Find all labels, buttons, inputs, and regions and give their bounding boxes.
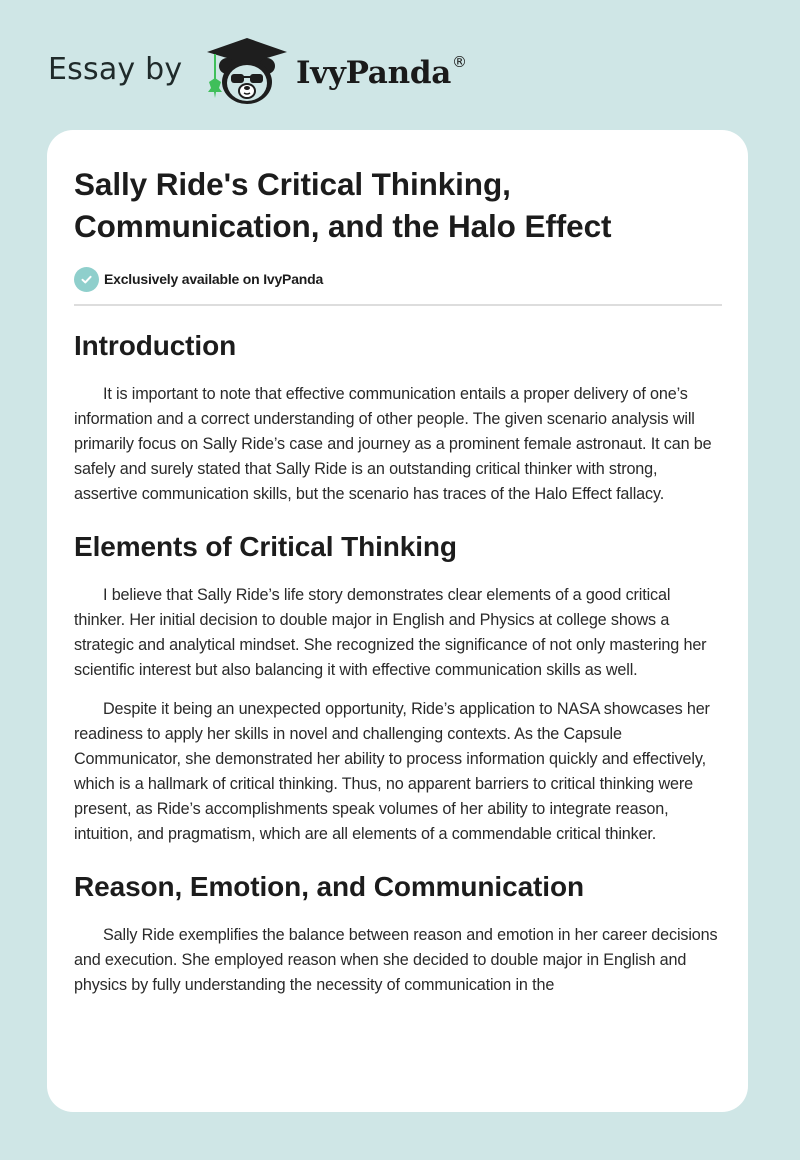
panda-graduate-icon[interactable] (203, 36, 291, 108)
paragraph: Despite it being an unexpected opportunity, Ride’s application to NASA showcases her readiness to apply her skills in novel and challenging contexts. As the Capsule Communicator, she demonstrated her ability to process information quickly and effectively, which is a hallmark of critical thinking. Thus, no apparent barriers to critical thinking were present, as Ride’s accomplishments speak volumes of her ability to integrate reason, intuition, and pragmatism, which are all elements of a commendable critical thinker. (74, 700, 710, 843)
paragraph: I believe that Sally Ride’s life story demonstrates clear elements of a good critical thinker. Her initial decision to double major in English and Physics at college shows a strategic and analytical mindset. She recognized the significance of not only mastering her scientific interest but also balancing it with effective communication skills as well. (74, 586, 707, 679)
registered-mark: ® (452, 53, 467, 71)
essay-card (47, 130, 748, 1112)
section-heading: Reason, Emotion, and Communication (74, 871, 584, 902)
brand-name[interactable] (296, 55, 467, 91)
essay-title: Sally Ride's Critical Thinking, Communication, and the Halo Effect (74, 166, 612, 244)
brand-name-text: IvyPanda (296, 55, 451, 91)
section-heading: Elements of Critical Thinking (74, 531, 457, 562)
section-heading: Introduction (74, 330, 237, 361)
exclusive-badge (74, 265, 722, 293)
paragraph: Sally Ride exemplifies the balance between reason and emotion in her career decisions and execution. She employed reason when she decided to double major in English and physics by fully understanding the necessity of communication in the (74, 926, 718, 994)
section-introduction (74, 328, 722, 507)
section-reason-emotion-communication (74, 869, 722, 998)
section-elements-of-critical-thinking (74, 529, 722, 847)
title-divider (74, 304, 722, 306)
check-circle-icon (74, 267, 99, 292)
essay-by-label: Essay by (48, 52, 183, 87)
site-header (0, 0, 800, 130)
exclusive-text: Exclusively available on IvyPanda (104, 271, 324, 287)
paragraph: It is important to note that effective communication entails a proper delivery of one’s information and a correct understanding of other people. The given scenario analysis will primarily focus on Sally Ride’s case and journey as a prominent female astronaut. It can be safely and surely stated that Sally Ride is an outstanding critical thinker with strong, assertive communication skills, but the scenario has traces of the Halo Effect fallacy. (74, 385, 712, 503)
